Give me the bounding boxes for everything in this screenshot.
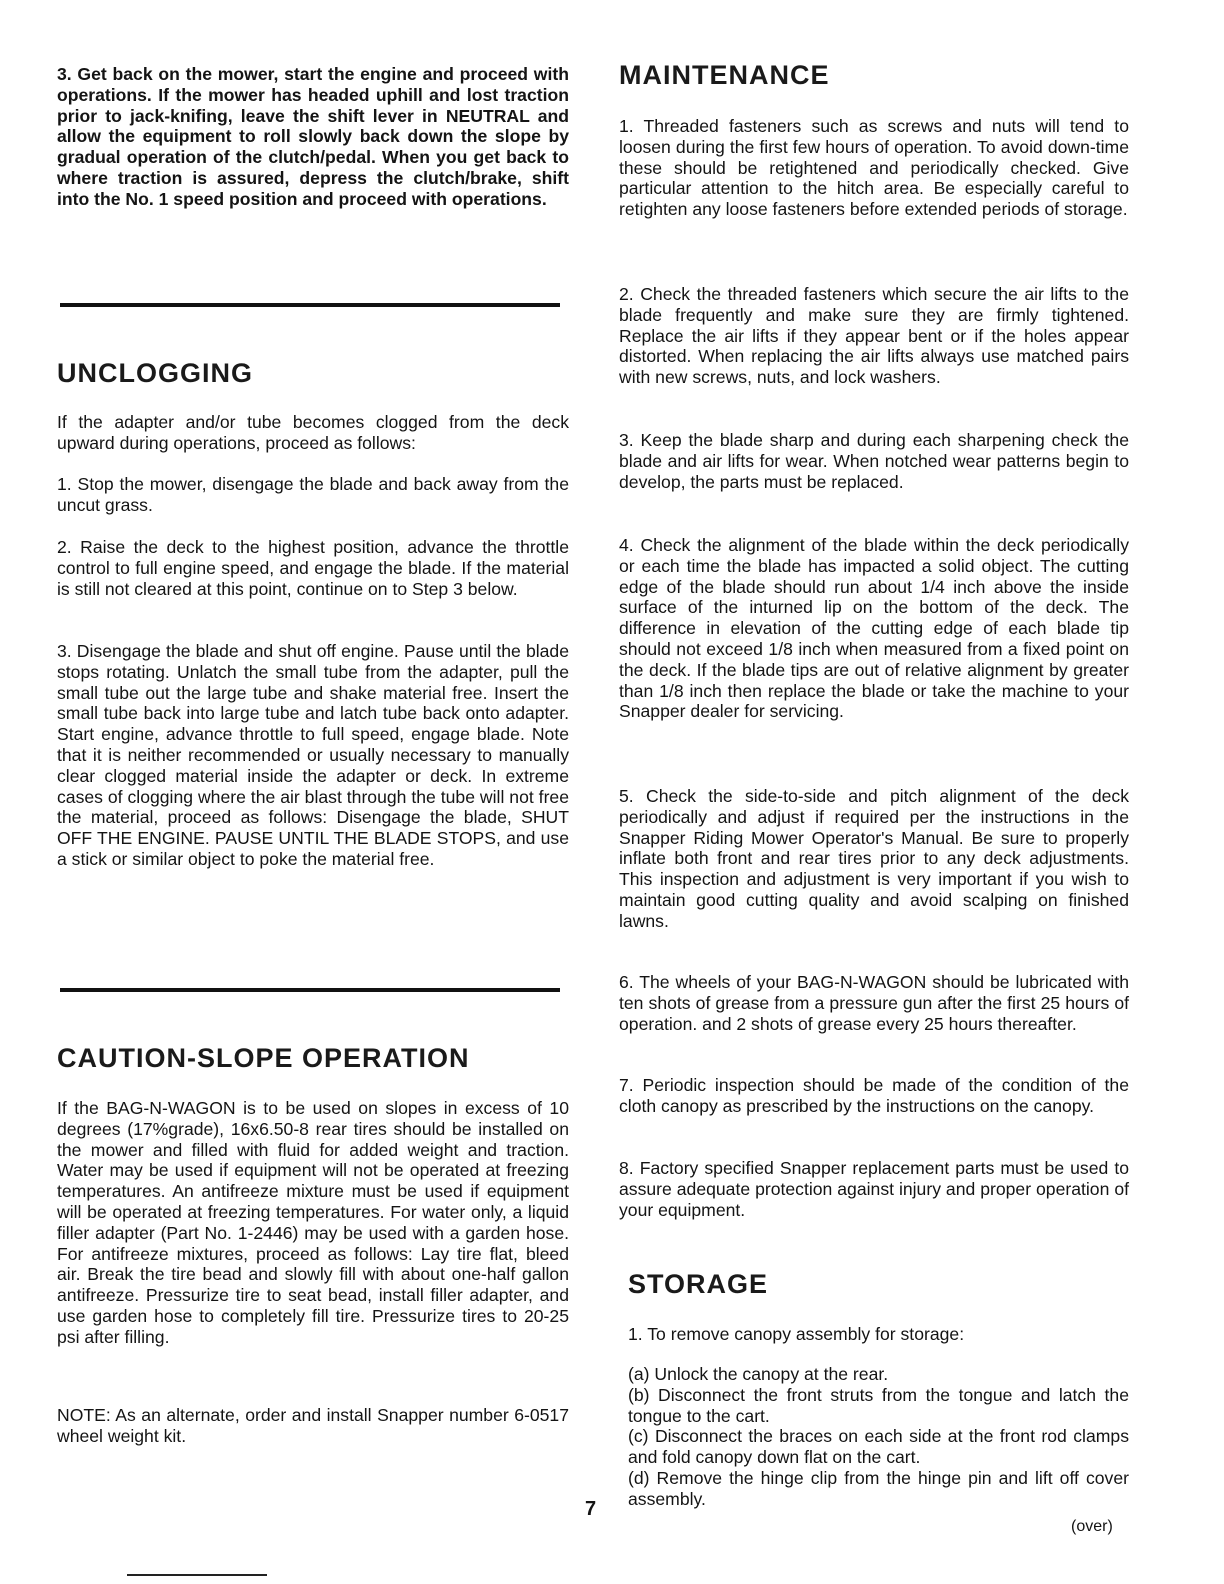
maintenance-item-1: 1. Threaded fasteners such as screws and nuts will tend to loosen during the first few hours of operation. To avoid down-time these should be retightened and periodically checked. Give particular attention to the hitch area. Be especially careful to retighten any loose fasteners before extended periods of storage. (619, 116, 1129, 220)
storage-step-b: (b) Disconnect the front struts from the tongue and latch the tongue to the cart. (628, 1384, 1129, 1426)
caution-slope-text: If the BAG-N-WAGON is to be used on slopes in excess of 10 degrees (17%grade), 16x6.50-8 rear tires should be installed on the mower and filled with fluid for added weight and traction. Water may be used if equipment will not be operated at freezing temperatures. An antifreeze mixture must be used if equipment will be operated at freezing temperatures. For water only, a liquid filler adapter (Part No. 1-2446) may be used with a garden hose. For antifreeze mixtures, proceed as follows: Lay tire flat, bleed air. Break the tire bead and slowly fill with about one-half gallon antifreeze. Pressurize tire to seat bead, install filler adapter, and use garden hose to completely fill tire. Pressurize tires to 20-25 psi after filling. (57, 1098, 569, 1347)
maintenance-item-8: 8. Factory specified Snapper replacement parts must be used to assure adequate protection against injury and proper operation of your equipment. (619, 1158, 1129, 1220)
storage-intro: 1. To remove canopy assembly for storage: (628, 1324, 965, 1344)
storage-steps (628, 1364, 1129, 1510)
storage-heading: STORAGE (628, 1269, 769, 1299)
storage-step-a: (a) Unlock the canopy at the rear. (628, 1364, 889, 1384)
maintenance-item-6: 6. The wheels of your BAG-N-WAGON should be lubricated with ten shots of grease from a pressure gun after the first 25 hours of operation. and 2 shots of grease every 25 hours thereafter. (619, 972, 1129, 1034)
slope-recovery-paragraph: 3. Get back on the mower, start the engine and proceed with operations. If the mower has headed uphill and lost traction prior to jack-knifing, leave the shift lever in NEUTRAL and allow the equipment to roll slowly back down the slope by gradual operation of the clutch/pedal. When you get back to where traction is assured, depress the clutch/brake, shift into the No. 1 speed position and proceed with operations. (57, 64, 569, 209)
unclogging-step-1: 1. Stop the mower, disengage the blade and back away from the uncut grass. (57, 474, 569, 515)
maintenance-heading: MAINTENANCE (619, 60, 830, 90)
continued-over-label: (over) (1071, 1518, 1113, 1535)
storage-step-d: (d) Remove the hinge clip from the hinge pin and lift off cover assembly. (628, 1467, 1129, 1509)
maintenance-item-7: 7. Periodic inspection should be made of the condition of the cloth canopy as prescribed by the instructions on the canopy. (619, 1075, 1129, 1116)
maintenance-item-5: 5. Check the side-to-side and pitch alignment of the deck periodically and adjust if required per the instructions in the Snapper Riding Mower Operator's Manual. Be sure to properly inflate both front and rear tires prior to any deck adjustments. This inspection and adjustment is very important if you wish to maintain good cutting quality and avoid scalping on finished lawns. (619, 786, 1129, 931)
unclogging-step-3: 3. Disengage the blade and shut off engine. Pause until the blade stops rotating. Unlatch the small tube from the adapter, pull the small tube out the large tube and shake material free. Insert the small tube back into large tube and latch tube back onto adapter. Start engine, advance throttle to full speed, engage blade. Note that it is neither recommended or usually necessary to manually clear clogged material inside the adapter or deck. In extreme cases of clogging where the air blast through the tube will not free the material, proceed as follows: Disengage the blade, SHUT OFF THE ENGINE. PAUSE UNTIL THE BLADE STOPS, and use a stick or similar object to poke the material free. (57, 641, 569, 869)
section-divider (60, 988, 560, 992)
maintenance-item-2: 2. Check the threaded fasteners which secure the air lifts to the blade frequently and make sure they are firmly tightened. Replace the air lifts if they appear bent or if the holes appear distorted. When replacing the air lifts always use matched pairs with new screws, nuts, and lock washers. (619, 284, 1129, 388)
caution-slope-note: NOTE: As an alternate, order and install Snapper number 6-0517 wheel weight kit. (57, 1405, 569, 1446)
caution-slope-heading: CAUTION-SLOPE OPERATION (57, 1043, 470, 1073)
footer-rule (127, 1574, 267, 1576)
page-number: 7 (585, 1498, 597, 1520)
unclogging-heading: UNCLOGGING (57, 358, 253, 388)
unclogging-intro: If the adapter and/or tube becomes clogged from the deck upward during operations, proceed as follows: (57, 412, 569, 453)
unclogging-step-2: 2. Raise the deck to the highest position, advance the throttle control to full engine speed, and engage the blade. If the material is still not cleared at this point, continue on to Step 3 below. (57, 537, 569, 599)
maintenance-item-4: 4. Check the alignment of the blade within the deck periodically or each time the blade has impacted a solid object. The cutting edge of the blade should run about 1/4 inch above the inside surface of the inturned lip on the bottom of the deck. The difference in elevation of the cutting edge of each blade tip should not exceed 1/8 inch when measured from a fixed point on the deck. If the blade tips are out of relative alignment by greater than 1/8 inch then replace the blade or take the machine to your Snapper dealer for servicing. (619, 535, 1129, 722)
section-divider (60, 303, 560, 307)
maintenance-item-3: 3. Keep the blade sharp and during each sharpening check the blade and air lifts for wear. When notched wear patterns begin to develop, the parts must be replaced. (619, 430, 1129, 492)
storage-step-c: (c) Disconnect the braces on each side at the front rod clamps and fold canopy down flat on the cart. (628, 1426, 1129, 1468)
